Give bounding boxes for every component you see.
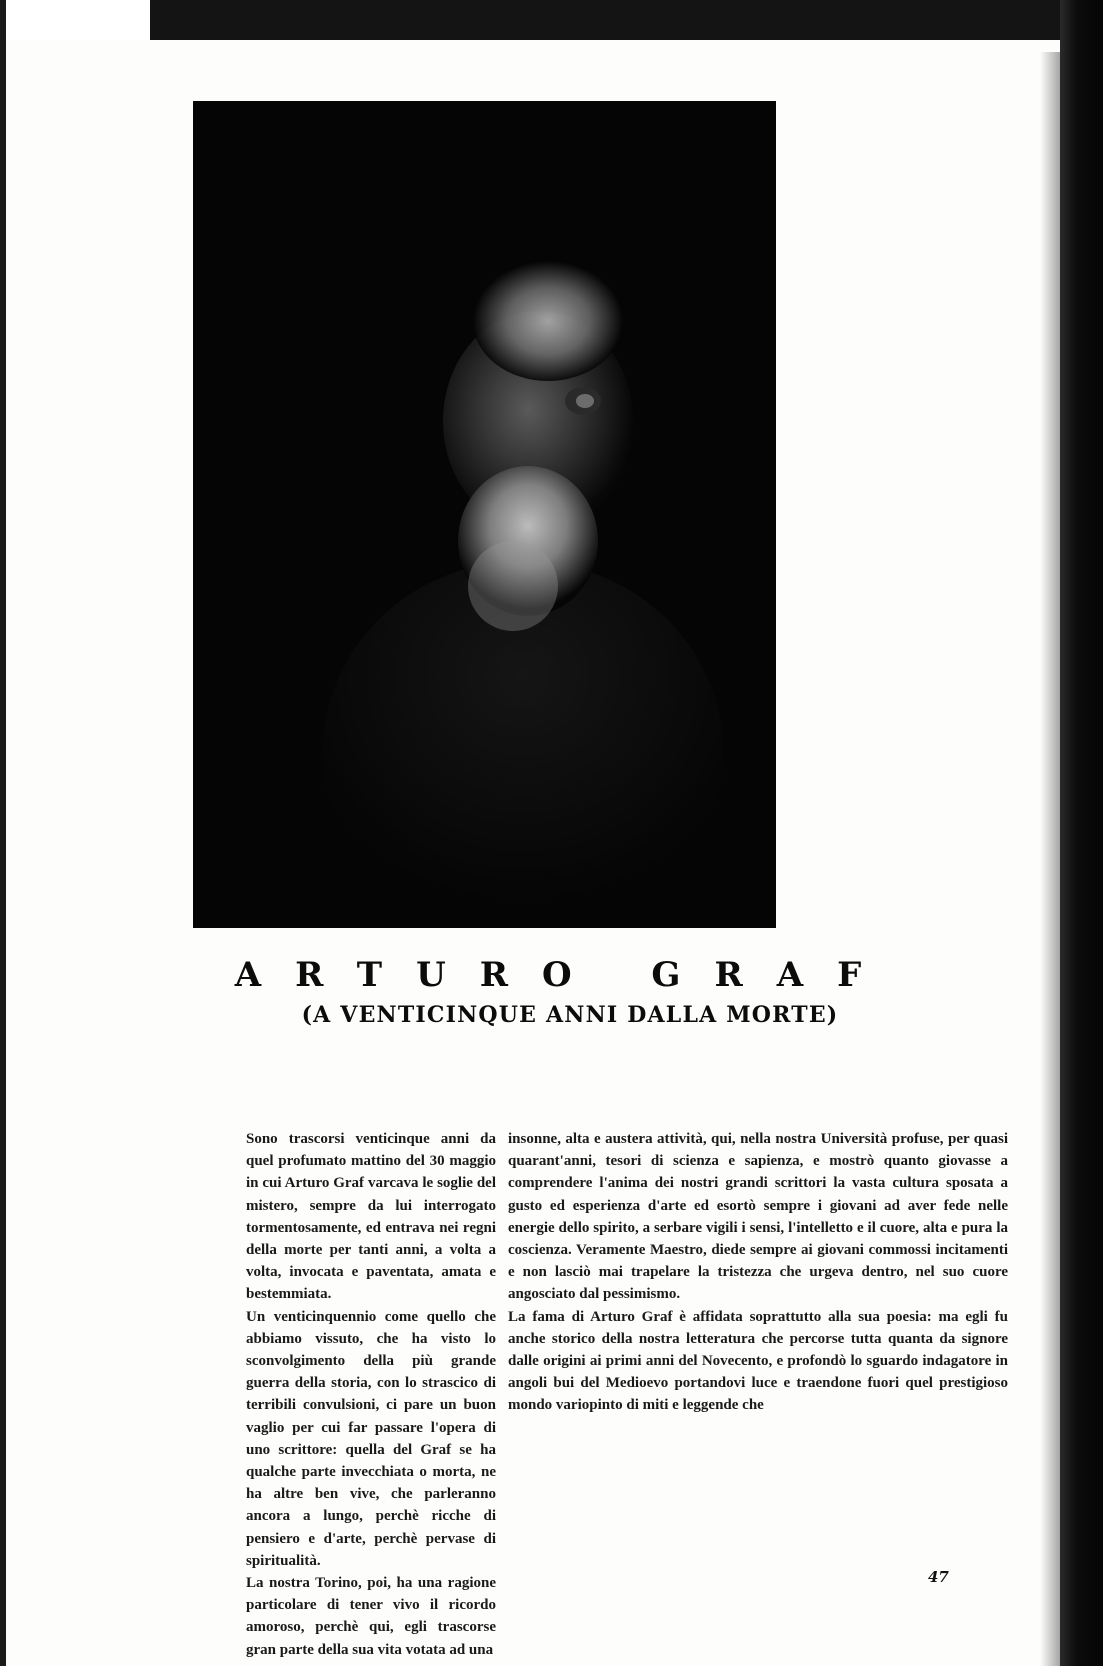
paragraph: La nostra Torino, poi, ha una ragione particolare di tener vivo il ricordo amoroso, perchè qui, egli trascorse gran parte della sua vita votata ad una bbox=[246, 1575, 496, 1658]
paragraph: Sono trascorsi venticinque anni da quel profumato mattino del 30 maggio in cui Arturo Graf varcava le soglie del mistero, sempre da lui interrogato tormentosamente, ed entrava nei regni della morte per tanti anni, a volta a volta, invocata e paventata, amata e bestemmiata. bbox=[246, 1131, 496, 1303]
portrait-illustration bbox=[193, 101, 776, 928]
paragraph: La fama di Arturo Graf è affidata soprattutto alla sua poesia: ma egli fu anche storico della nostra letteratura che percorse tutta quanta da signore dalle origini ai primi anni del Novecento, e profondò lo sguardo indagatore in angoli bui del Medioevo portandovi luce e traendone fuori quel prestigioso mondo variopinto di miti e leggende che bbox=[508, 1308, 1008, 1414]
paragraph: Un venticinquennio come quello che abbiamo vissuto, che ha visto lo sconvolgimento della più grande guerra della storia, con lo strascico di terribili convulsioni, ci pare un buon vaglio per cui far passare l'opera di uno scrittore: quella del Graf se ha qualche parte invecchiata o morta, ne ha altre ben vive, che parleranno ancora a lungo, perchè ricche di pensiero e d'arte, perchè pervase di spiritualità. bbox=[246, 1308, 496, 1569]
paragraph: insonne, alta e austera attività, qui, nella nostra Università profuse, per quasi quarant'anni, tesori di scienza e sapienza, e mostrò quanto giovasse a comprendere l'anima dei nostri grandi scrittori la vasta cultura sposata a gusto ed esperienza d'arte ed esortò sempre i giovani ad aver fede nelle energie dello spirito, a serbare vigili i sensi, l'intelletto e il cuore, alta e pura la coscienza. Veramente Maestro, diede sempre ai giovani commossi incitamenti e non lasciò mai trapelare la tristezza che urgeva dentro, nel suo cuore angosciato dal pessimismo. bbox=[508, 1131, 1008, 1303]
left-text-column-body bbox=[246, 1128, 496, 1661]
scan-border-right bbox=[1060, 0, 1103, 1666]
page-edge-shadow bbox=[1040, 52, 1060, 1666]
right-text-column bbox=[508, 1128, 1008, 1417]
article-title: ARTURO GRAF bbox=[234, 955, 896, 995]
portrait-photo bbox=[193, 101, 776, 928]
article-subtitle: (A VENTICINQUE ANNI DALLA MORTE) bbox=[301, 1002, 839, 1028]
page-number: 47 bbox=[928, 1568, 949, 1586]
